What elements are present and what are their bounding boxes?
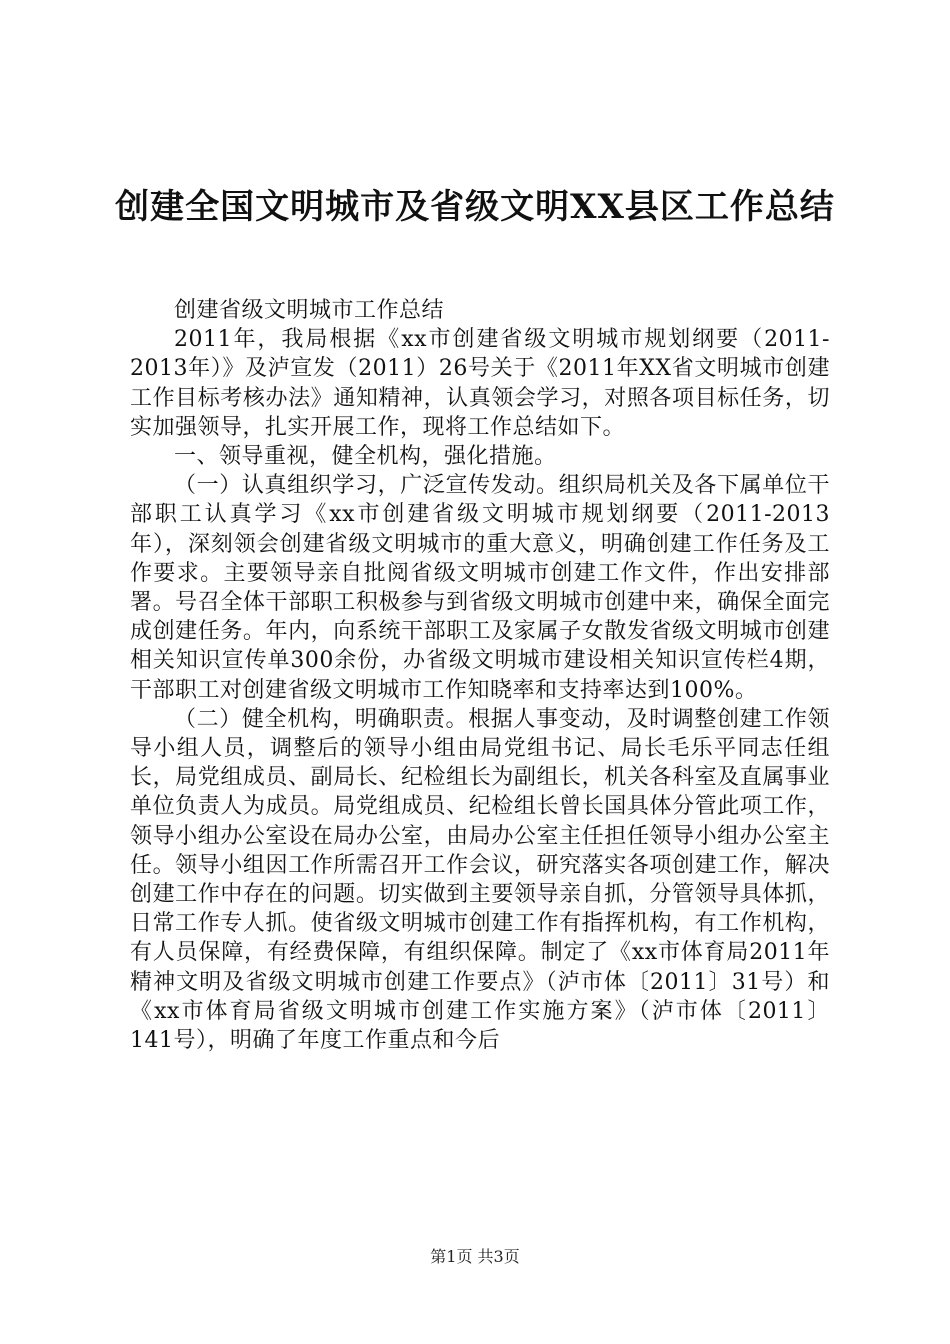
document-title: 创建全国文明城市及省级文明XX县区工作总结	[115, 187, 835, 227]
page-footer: 第1页 共3页	[430, 1247, 520, 1266]
section-heading-1: 一、领导重视，健全机构，强化措施。	[174, 444, 557, 470]
paragraph-intro: 2011年，我局根据《xx市创建省级文明城市规划纲要（2011-2013年）》及泸宣发（2011）26号关于《2011年XX省文明城市创建工作目标考核办法》通知精神，认真领会学习，对照各项目标任务，切实加强领导，扎实开展工作，现将工作总结如下。	[130, 327, 830, 440]
paragraph-study-publicity: （一）认真组织学习，广泛宣传发动。组织局机关及各下属单位干部职工认真学习《xx市创建省级文明城市规划纲要（2011-2013年），深刻领会创建省级文明城市的重大意义，明确创建工作任务及工作要求。主要领导亲自批阅省级文明城市创建工作文件，作出安排部署。号召全体干部职工积极参与到省级文明城市创建中来，确保全面完成创建任务。年内，向系统干部职工及家属子女散发省级文明城市创建相关知识宣传单300余份，办省级文明城市建设相关知识宣传栏4期，干部职工对创建省级文明城市工作知晓率和支持率达到100%。	[130, 473, 830, 703]
document-subtitle: 创建省级文明城市工作总结	[174, 298, 445, 323]
document-body	[130, 296, 830, 1055]
paragraph-organization: （二）健全机构，明确职责。根据人事变动，及时调整创建工作领导小组人员，调整后的领导小组由局党组书记、局长毛乐平同志任组长，局党组成员、副局长、纪检组长为副组长，机关各科室及直属事业单位负责人为成员。局党组成员、纪检组长曾长国具体分管此项工作，领导小组办公室设在局办公室，由局办公室主任担任领导小组办公室主任。领导小组因工作所需召开工作会议，研究落实各项创建工作，解决创建工作中存在的问题。切实做到主要领导亲自抓，分管领导具体抓，日常工作专人抓。使省级文明城市创建工作有指挥机构，有工作机构，有人员保障，有经费保障，有组织保障。制定了《xx市体育局2011年精神文明及省级文明城市创建工作要点》（泸市体〔2011〕31号）和《xx市体育局省级文明城市创建工作实施方案》（泸市体〔2011〕141号），明确了年度工作重点和今后	[130, 706, 830, 1054]
